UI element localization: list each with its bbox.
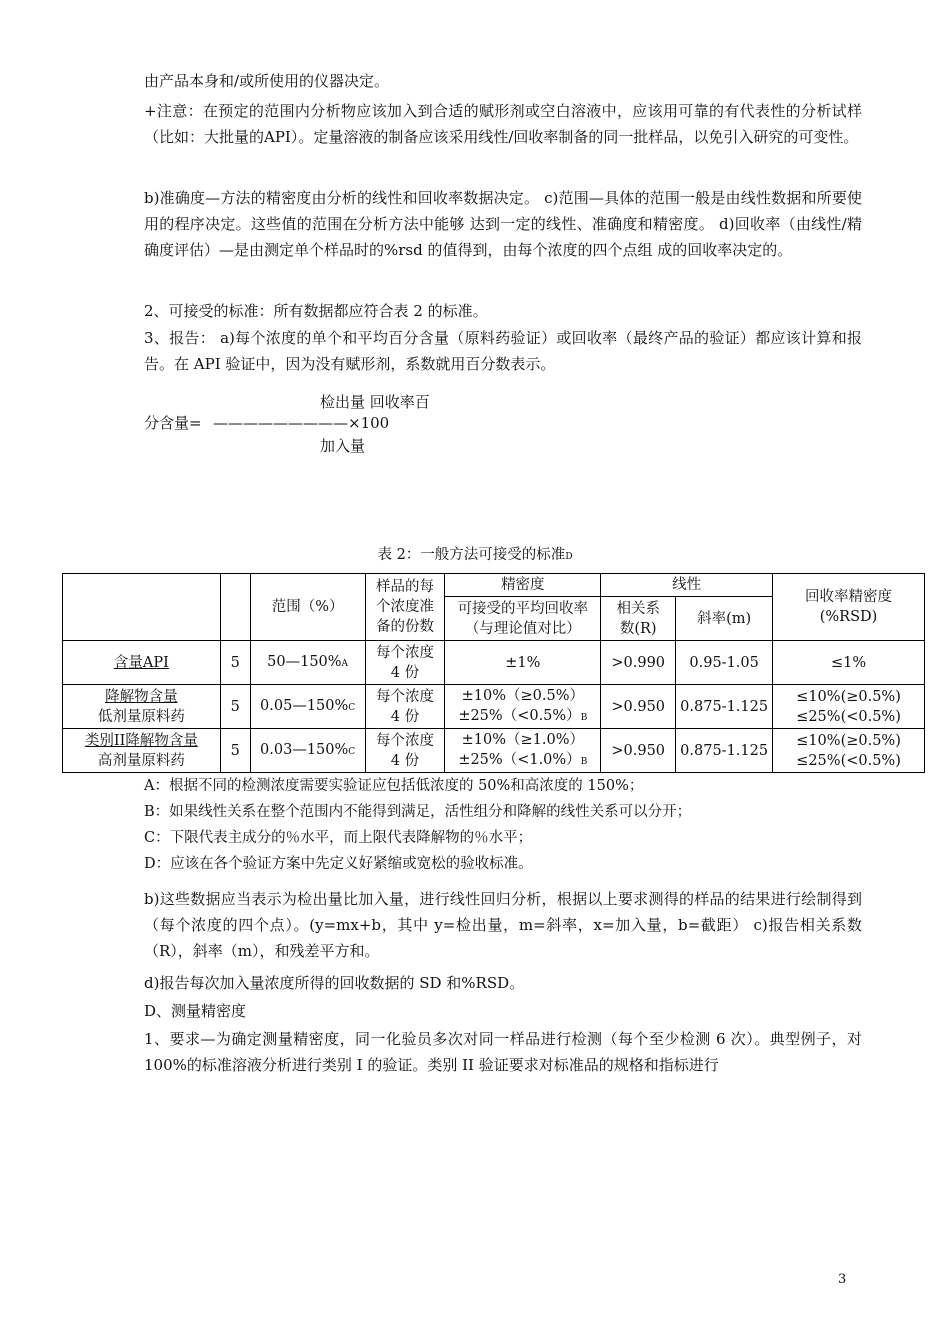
table-caption: 表 2：一般方法可接受的标准D — [377, 547, 573, 563]
paragraph-intro: 由产品本身和/或所使用的仪器决定。 — [144, 72, 390, 90]
header-precision: 精密度 — [445, 574, 601, 597]
formula-numerator: 检出量 回收率百 — [320, 393, 430, 411]
header-precision-sub: 可接受的平均回收率（与理论值对比） — [445, 597, 601, 641]
row-range: 0.03—150%C — [250, 729, 365, 773]
row-rsd: ≤10%(≥0.5%) ≤25%(<0.5%) — [773, 685, 925, 729]
paragraph-note: +注意：在预定的范围内分析物应该加入到合适的赋形剂或空白溶液中，应该用可靠的有代表性的分析试样（比如：大批量的API）。定量溶液的制备应该采用线性/回收率制备的同一批样品，以免引入研究的可变性。 — [144, 102, 862, 146]
header-range: 范围（%） — [250, 574, 365, 641]
row-n: 5 — [220, 685, 250, 729]
header-corr: 相关系数(R) — [601, 597, 676, 641]
footnote-b: B：如果线性关系在整个范围内不能得到满足，活性组分和降解的线性关系可以分开； — [144, 804, 692, 820]
row-n: 5 — [220, 729, 250, 773]
row-slope: 0.875-1.125 — [676, 729, 773, 773]
paragraph-precision-req: 1、要求—为确定测量精密度，同一化验员多次对同一样品进行检测（每个至少检测 6 次）。典型例子，对 100%的标准溶液分析进行类别 I 的验证。类别 II 验证要求对标准品的规格和指标进行 — [144, 1030, 862, 1074]
table-row — [63, 641, 925, 685]
paragraph-accuracy-range: b)准确度—方法的精密度由分析的线性和回收率数据决定。 c)范围—具体的范围一般是由线性数据和所要使用的程序决定。这些值的范围在分析方法中能够 达到一定的线性、准确度和精密度。 d)回收率（由线性/精确度评估）—是由测定单个样品时的%rsd 的值得到，由每个浓度的四个点组 成的回收率决定的。 — [144, 189, 862, 259]
row-n: 5 — [220, 641, 250, 685]
row-precision: ±10%（≥1.0%） ±25%（<1.0%）B — [445, 729, 601, 773]
row-rsd: ≤1% — [773, 641, 925, 685]
row-corr: >0.990 — [601, 641, 676, 685]
footnote-d: D：应该在各个验证方案中先定义好紧缩或宽松的验收标准。 — [144, 856, 533, 872]
row-name: 类别II降解物含量 高剂量原料药 — [63, 729, 221, 773]
table-row — [63, 685, 925, 729]
header-empty-cell — [220, 574, 250, 641]
acceptance-criteria-table — [62, 573, 925, 773]
paragraph-acceptance: 2、可接受的标准：所有数据都应符合表 2 的标准。 — [144, 302, 488, 320]
row-precision: ±10%（≥0.5%） ±25%（<0.5%）B — [445, 685, 601, 729]
paragraph-report: 3、报告： a)每个浓度的单个和平均百分含量（原料药验证）或回收率（最终产品的验证）都应该计算和报 告。在 API 验证中，因为没有赋形剂，系数就用百分数表示。 — [144, 329, 862, 373]
table-row — [63, 729, 925, 773]
row-name: 降解物含量 低剂量原料药 — [63, 685, 221, 729]
section-heading-precision: D、测量精密度 — [144, 1002, 247, 1020]
footnote-c: C：下限代表主成分的％水平，而上限代表降解物的％水平； — [144, 830, 533, 846]
row-name: 含量API — [63, 641, 221, 685]
paragraph-regression: b)这些数据应当表示为检出量比加入量，进行线性回归分析，根据以上要求测得的样品的结果进行绘制得到（每个浓度的四个点）。(y=mx+b，其中 y=检出量，m=斜率，x=加入量，b=截距） c)报告相关系数（R），斜率（m），和残差平方和。 — [144, 890, 862, 960]
row-range: 0.05—150%C — [250, 685, 365, 729]
header-slope: 斜率(m) — [676, 597, 773, 641]
row-corr: >0.950 — [601, 685, 676, 729]
paragraph-sd-rsd: d)报告每次加入量浓度所得的回收数据的 SD 和%RSD。 — [144, 974, 525, 992]
formula-fraction-bar: —————————×100 — [213, 414, 390, 432]
row-precision: ±1% — [445, 641, 601, 685]
formula-denominator: 加入量 — [320, 437, 366, 455]
header-recovery-rsd: 回收率精密度(%RSD) — [773, 574, 925, 641]
header-linearity: 线性 — [601, 574, 773, 597]
row-rsd: ≤10%(≥0.5%) ≤25%(<0.5%) — [773, 729, 925, 773]
row-samples: 每个浓度 4 份 — [365, 729, 445, 773]
row-slope: 0.95-1.05 — [676, 641, 773, 685]
row-range: 50—150%A — [250, 641, 365, 685]
header-empty-cell — [63, 574, 221, 641]
row-samples: 每个浓度 4 份 — [365, 685, 445, 729]
header-samples: 样品的每个浓度准备的份数 — [365, 574, 445, 641]
row-corr: >0.950 — [601, 729, 676, 773]
row-samples: 每个浓度 4 份 — [365, 641, 445, 685]
footnote-a: A：根据不同的检测浓度需要实验证应包括低浓度的 50%和高浓度的 150%； — [144, 778, 644, 794]
formula-lhs: 分含量= — [144, 414, 202, 432]
page-number: 3 — [838, 1272, 847, 1287]
row-slope: 0.875-1.125 — [676, 685, 773, 729]
